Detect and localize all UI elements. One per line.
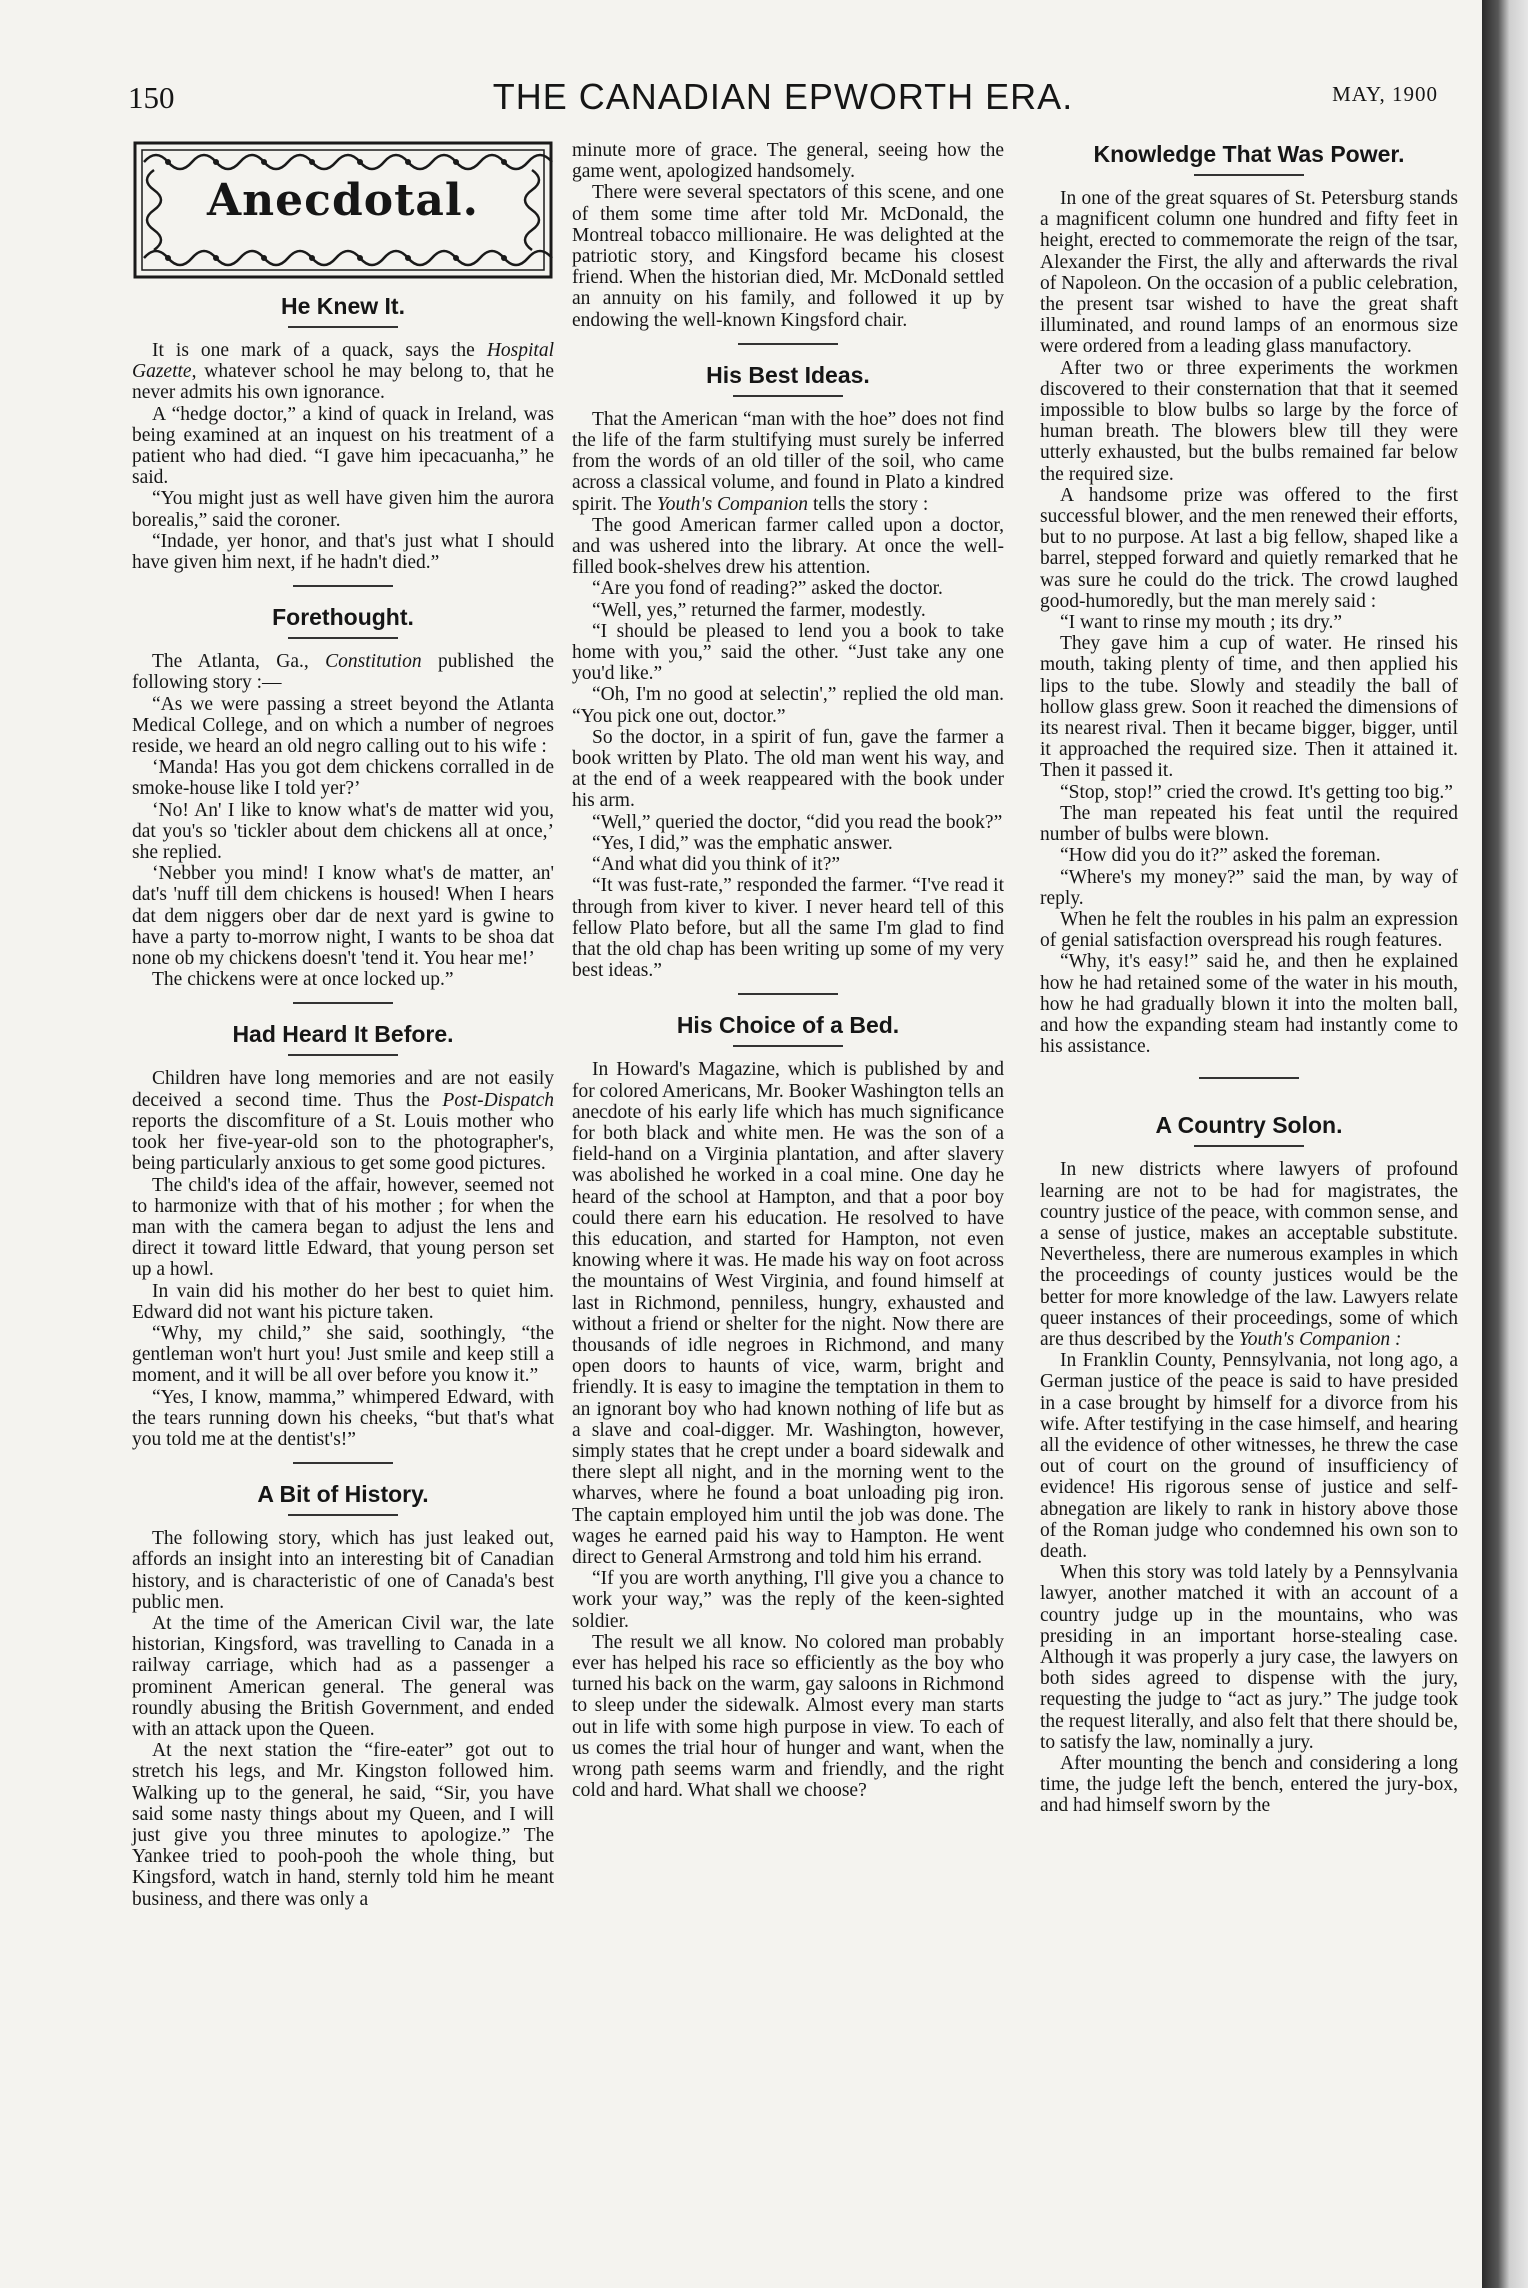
paragraph: “I should be pleased to lend you a book to take home with you,” said the other. “Just take any one you'd like.” <box>572 620 1004 685</box>
paragraph: “As we were passing a street beyond the Atlanta Medical College, and on which a number of negroes reside, we heard an old negro calling out to his wife : <box>132 693 554 758</box>
paragraph: At the time of the American Civil war, the late historian, Kingsford, was travelling to Canada in a railway carriage, which had as a passenger a prominent American general. The general was roundly abusing the British Government, and ended with an attack upon the Queen. <box>132 1612 554 1740</box>
paragraph: In Howard's Magazine, which is published by and for colored Americans, Mr. Booker Washington tells an anecdote of his early life which has much significance for both black and white men. He was the son of a field-hand on a Virginia plantation, and after slavery was abolished he worked in a coal mine. One day he heard of the school at Hampton, and that a poor boy could there earn his education. He resolved to have this education, and started for Hampton, not even knowing where it was. He made his way on foot across the mountains of West Virginia, and found himself at last in Richmond, penniless, hungry, exhausted and without a friend or shelter for the night. Now there are thousands of idle negroes in Richmond, and many open doors to haunts of vice, warm, bright and friendly. It is easy to imagine the temptation in them to an ignorant boy who had known nothing of life but as a slave and coal-digger. Mr. Washington, however, simply states that he crept under a board sidewalk and there slept all night, and in the morning went to the wharves, where he found a boat unloading pig iron. The captain employed him until the job was done. The wages he earned paid his way to Hampton. He went direct to General Armstrong and told him his errand. <box>572 1059 1004 1568</box>
paragraph: That the American “man with the hoe” does not find the life of the farm stultifying must surely be inferred from the words of an old tiller of the soil, who came across a classical volume, and found in Plato a kindred spirit. The Youth's Companion tells the story : <box>572 408 1004 515</box>
paragraph: A “hedge doctor,” a kind of quack in Ireland, was being examined at an inquest on his treatment of a patient who had died. “I gave him ipecacuanha,” he said. <box>132 403 554 489</box>
book-spine-shadow <box>1482 0 1528 2288</box>
heading-rule <box>1194 174 1304 176</box>
article-heading: His Best Ideas. <box>706 361 870 388</box>
paragraph: “Why, my child,” she said, soothingly, “the gentleman won't hurt you! Just smile and keep still a moment, and it will be all over before you know it.” <box>132 1322 554 1387</box>
paragraph: “How did you do it?” asked the foreman. <box>1060 845 1381 867</box>
paragraph: In Franklin County, Pennsylvania, not long ago, a German justice of the peace is said to have presided in a case brought by himself for a divorce from his wife. After testifying in the case himself, and hearing all the evidence of other witnesses, he threw the case out of court on the ground of insufficiency of evidence! His rigorous sense of justice and self-abnegation are likely to rank in history above those of the Roman judge who condemned his own son to death. <box>1040 1350 1458 1562</box>
paragraph: “Where's my money?” said the man, by way of reply. <box>1040 866 1458 909</box>
paragraph: “Well,” queried the doctor, “did you read the book?” <box>592 811 1003 833</box>
section-divider <box>738 993 838 995</box>
paragraph: The result we all know. No colored man probably ever has helped his race so efficiently as the boy who turned his back on the warm, gay saloons in Richmond to sleep under the sidewalk. Almost every man starts out in life with some high purpose in view. To each of us comes the trial hour of hunger and want, when the wrong path seems warm and friendly, and the right cold and hard. What shall we choose? <box>572 1631 1004 1802</box>
issue-date: MAY, 1900 <box>1332 82 1438 106</box>
paragraph: A handsome prize was offered to the first successful blower, and the men renewed their efforts, but to no purpose. At last a big fellow, shaped like a barrel, stepped forward and quietly remarked that he was sure he could do the trick. The crowd laughed good-humoredly, but the man merely said : <box>1040 484 1458 612</box>
heading-rule <box>1194 1145 1304 1147</box>
section-divider <box>1199 1077 1299 1079</box>
paragraph: “Well, yes,” returned the farmer, modestly. <box>592 599 926 621</box>
paragraph: After two or three experiments the workmen discovered to their consternation that that it seemed impossible to blow bulbs so large by the force of human breath. The blowers blew till they were utterly exhausted, but the bulbs remained far below the required size. <box>1040 357 1458 485</box>
paragraph: They gave him a cup of water. He rinsed his mouth, taking plenty of time, and then applied his lips to the tube. Slowly and steadily the ball of hollow glass grew. Soon it reached the dimensions of its nearest rival. Then it became bigger, bigger, until it approached the required size. Then it attained it. Then it passed it. <box>1040 633 1458 782</box>
article-heading: Knowledge That Was Power. <box>1093 141 1405 167</box>
paragraph: “I want to rinse my mouth ; its dry.” <box>1060 612 1342 634</box>
paragraph: The good American farmer called upon a doctor, and was ushered into the library. At once the well-filled book-shelves drew his attention. <box>572 514 1004 579</box>
paragraph: In one of the great squares of St. Petersburg stands a magnificent column one hundred and fifty feet in height, erected to commemorate the reign of the tsar, Alexander the First, the ally and afterwards the rival of Napoleon. On the occasion of a public celebration, the present tsar wished to have the great shaft illuminated, and round lamps of an enormous size were ordered from a leading glass manufactory. <box>1040 188 1458 358</box>
paragraph: “It was fust-rate,” responded the farmer. “I've read it through from kiver to kiver. I never heard tell of this fellow Plato before, but all the same I'm glad to find that the old chap has been writing up some of my very best ideas.” <box>572 875 1004 982</box>
paragraph: The following story, which has just leaked out, affords an insight into an interesting bit of Canadian history, and is characteristic of one of Canada's best public men. <box>132 1528 554 1613</box>
paragraph: ‘Nebber you mind! I know what's de matter, an' dat's 'nuff till dem chickens is housed! When I hears dat dem niggers ober dar de next yard is gwine to have a party to-morrow night, I wants to be shoa dat none ob my chickens doesn't 'tend it. You hear me!’ <box>132 863 554 970</box>
journal-title: THE CANADIAN EPWORTH ERA. <box>492 76 1074 117</box>
heading-rule <box>733 1045 843 1047</box>
anecdotal-banner <box>132 140 554 280</box>
paragraph: It is one mark of a quack, says the Hospital Gazette, whatever school he may belong to, that he never admits his own ignorance. <box>132 340 554 404</box>
paragraph: In vain did his mother do her best to quiet him. Edward did not want his picture taken. <box>132 1280 554 1323</box>
article-heading: His Choice of a Bed. <box>676 1012 900 1039</box>
column-left <box>132 140 554 1910</box>
paragraph: “You might just as well have given him the aurora borealis,” said the coroner. <box>132 488 554 531</box>
paragraph: “Stop, stop!” cried the crowd. It's getting too big.” <box>1060 781 1453 803</box>
page-number: 150 <box>128 80 175 115</box>
paragraph: “Indade, yer honor, and that's just what I should have given him next, if he hadn't died.” <box>132 530 554 574</box>
paragraph: When he felt the roubles in his palm an expression of genial satisfaction overspread his rough features. <box>1040 908 1458 952</box>
article-heading: A Bit of History. <box>257 1481 429 1508</box>
paragraph: ‘Manda! Has you got dem chickens corralled in de smoke-house like I told yer?’ <box>132 757 554 800</box>
paragraph: The man repeated his feat until the required number of bulbs were blown. <box>1040 802 1458 846</box>
article-heading: A Country Solon. <box>1155 1112 1343 1139</box>
paragraph: The Atlanta, Ga., Constitution published the following story :— <box>132 651 555 694</box>
paragraph: “Why, it's easy!” said he, and then he explained how he had retained some of the water in his mouth, how he had gradually blown it into the molten ball, and how the expanding steam had instantly come to his assistance. <box>1040 951 1458 1058</box>
article-heading: Forethought. <box>272 604 414 631</box>
section-divider <box>738 343 838 345</box>
paragraph: After mounting the bench and considering a long time, the judge left the bench, entered the jury-box, and had himself sworn by the <box>1040 1753 1458 1817</box>
paragraph: ‘No! An' I like to know what's de matter wid you, dat you's so 'tickler about dem chickens all at once,’ she replied. <box>132 799 554 864</box>
heading-rule <box>288 637 398 639</box>
section-title: Anecdotal. <box>207 175 479 226</box>
paragraph: “Yes, I did,” was the emphatic answer. <box>592 832 893 854</box>
heading-rule <box>288 1054 398 1056</box>
section-divider <box>293 585 393 587</box>
section-divider <box>293 1462 393 1464</box>
paragraph: Children have long memories and are not easily deceived a second time. Thus the Post-Dispatch reports the discomfiture of a St. Louis mother who took her five-year-old son to the photographer's, being particularly anxious to get some good pictures. <box>132 1068 554 1175</box>
section-divider <box>293 1002 393 1004</box>
heading-rule <box>288 326 398 328</box>
paragraph: In new districts where lawyers of profound learning are not to be had for magistrates, the country justice of the peace, with common sense, and a sense of justice, makes an acceptable substitute. Nevertheless, there are numerous examples in which the proceedings of county justices would be the better for more knowledge of the law. Lawyers relate queer instances of their proceedings, some of which are thus described by the Youth's Companion : <box>1040 1159 1458 1350</box>
paragraph: “Yes, I know, mamma,” whimpered Edward, with the tears running down his cheeks, “but that's what you told me at the dentist's!” <box>132 1386 554 1450</box>
paragraph: When this story was told lately by a Pennsylvania lawyer, another matched it with an account of a country judge up in the mountains, who was presiding in an important horse-stealing case. Although it was properly a jury case, the lawyers on both sides agreed to dispense with the jury, requesting the judge to “act as jury.” The judge took the request literally, and also felt that there should be, to satisfy the law, nominally a jury. <box>1040 1562 1458 1753</box>
paragraph: minute more of grace. The general, seeing how the game went, apologized handsomely. <box>572 140 1004 183</box>
article-heading: He Knew It. <box>281 293 405 319</box>
paragraph: “And what did you think of it?” <box>592 854 841 876</box>
paragraph: “If you are worth anything, I'll give you a chance to work your way,” was the reply of the keen-sighted soldier. <box>572 1568 1004 1632</box>
paragraph: So the doctor, in a spirit of fun, gave the farmer a book written by Plato. The old man went his way, and at the end of a week reappeared with the book under his arm. <box>572 726 1004 812</box>
paragraph: “Oh, I'm no good at selectin',” replied the old man. “You pick one out, doctor.” <box>572 684 1004 727</box>
paragraph: “Are you fond of reading?” asked the doctor. <box>592 578 943 600</box>
article-heading: Had Heard It Before. <box>232 1021 454 1048</box>
paragraph: The chickens were at once locked up.” <box>152 969 454 991</box>
paragraph: At the next station the “fire-eater” got out to stretch his legs, and Mr. Kingston followed him. Walking up to the general, he said, “Sir, you have said some nasty things about my Queen, and I will just give you three minutes to apologize.” The Yankee tried to pooh-pooh the whole thing, but Kingsford, watch in hand, sternly told him he meant business, and there was only a <box>132 1740 554 1910</box>
paragraph: The child's idea of the affair, however, seemed not to harmonize with that of his mother ; for when the man with the camera began to adjust the lens and direct it toward little Edward, that young person set up a howl. <box>132 1174 554 1281</box>
column-right <box>1040 140 1458 1817</box>
heading-rule <box>288 1514 398 1516</box>
heading-rule <box>733 395 843 397</box>
paragraph: There were several spectators of this scene, and one of them some time after told Mr. McDonald, the Montreal tobacco millionaire. He was delighted at the patriotic story, and Kingsford became his closest friend. When the historian died, Mr. McDonald settled an annuity on his family, and followed it up by endowing the well-known Kingsford chair. <box>572 182 1004 331</box>
column-middle <box>572 140 1004 1801</box>
page-header <box>128 76 1438 132</box>
